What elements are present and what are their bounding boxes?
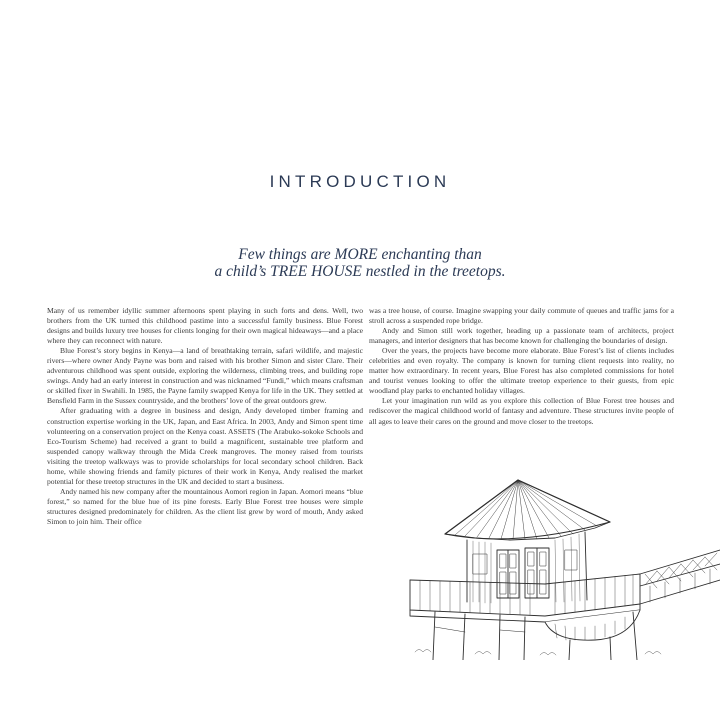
paragraph: Many of us remember idyllic summer afternoons spent playing in such forts and dens. Well, two brothers from the UK turned this childhood pastime into a successful family business. Blue Forest designs and builds luxury tree houses for clients longing for their own magical hideaways—and a place where they can reconnect with nature.	[47, 306, 363, 346]
paragraph: Andy and Simon still work together, heading up a passionate team of architects, project managers, and interior designers that has become known for challenging the boundaries of design.	[369, 326, 674, 346]
pull-quote-line-1: Few things are MORE enchanting than	[238, 246, 482, 263]
paragraph: Over the years, the projects have become more elaborate. Blue Forest’s list of clients includes celebrities and even royalty. The company is known for turning client requests into reality, no matter how extraordinary. In recent years, Blue Forest has also completed commissions for hotel and tourist venues looking to offer the ultimate treetop experience to their guests, from epic woodland play parks to enchanted holiday villages.	[369, 346, 674, 396]
tree-house-drawing	[405, 462, 720, 660]
body-column-right	[369, 306, 674, 427]
tree-house-illustration	[405, 462, 720, 660]
pull-quote-line-2: a child’s TREE HOUSE nestled in the treetops.	[214, 263, 506, 280]
paragraph: was a tree house, of course. Imagine swapping your daily commute of queues and traffic jams for a stroll across a suspended rope bridge.	[369, 306, 674, 326]
paragraph: Let your imagination run wild as you explore this collection of Blue Forest tree houses and rediscover the magical childhood world of fantasy and adventure. These structures invite people of all ages to leave their cares on the ground and move closer to the treetops.	[369, 396, 674, 426]
paragraph: After graduating with a degree in business and design, Andy developed timber framing and construction expertise working in the UK, Japan, and East Africa. In 2003, Andy and Simon spent time volunteering on a conservation project on the Kenya coast. ASSETS (The Arabuko-sokoke Schools and Eco-Tourism Scheme) had received a grant to build a magnificent, sustainable tree platform and suspended canopy walkway through the Mida Creek mangroves. The money raised from tourists visiting the treetop walkways was to provide scholarships for local secondary school children. Back home, while showing friends and family pictures of their work in Kenya, Andy realised the market potential for these treetop structures in the UK and decided to start a business.	[47, 406, 363, 486]
paragraph: Blue Forest’s story begins in Kenya—a land of breathtaking terrain, safari wildlife, and majestic rivers—where owner Andy Payne was born and raised with his brother Simon and sister Clare. Their adventurous childhood was spent outside, exploring the wilderness, climbing trees, and building rope swings. Andy had an early interest in construction and was nicknamed “Fundi,” which means craftsman or skilled fixer in Swahili. In 1985, the Payne family swapped Kenya for life in the UK. They settled at Bensfield Farm in the Sussex countryside, and the brothers’ love of the great outdoors grew.	[47, 346, 363, 406]
paragraph: Andy named his new company after the mountainous Aomori region in Japan. Aomori means “blue forest,” so named for the blue hue of its pine forests. Early Blue Forest tree houses were simple structures designed predominately for children. As the client list grew by word of mouth, Andy asked Simon to join him. Their office	[47, 486, 363, 526]
body-column-left	[47, 306, 363, 527]
pull-quote	[150, 246, 570, 280]
page-title: INTRODUCTION	[269, 172, 451, 191]
